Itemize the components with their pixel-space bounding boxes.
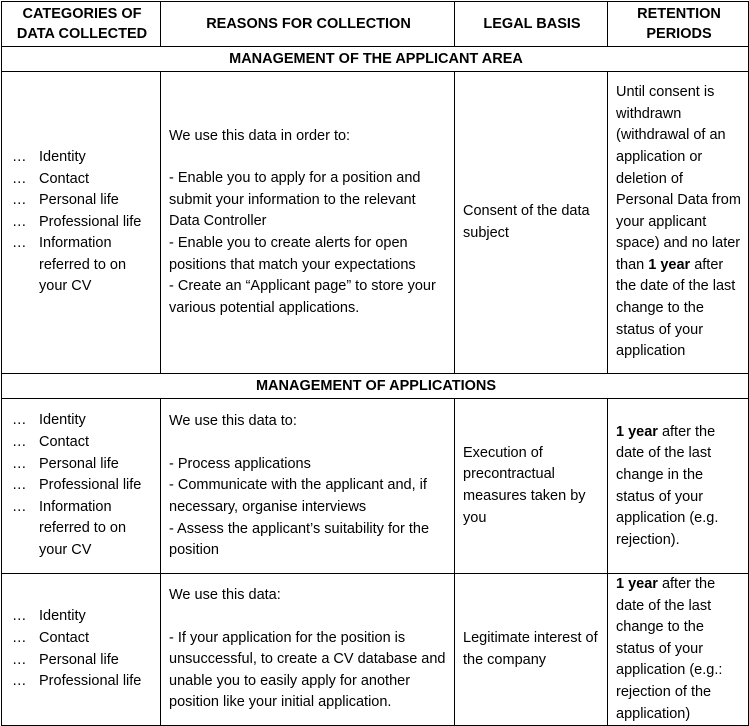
purpose-list	[169, 628, 448, 714]
purpose-item: - Assess the applicant’s suitability for the position	[169, 520, 430, 559]
retention-cell	[608, 72, 749, 374]
category-item: … Personal life	[10, 650, 158, 672]
header-legal-basis: LEGAL BASIS	[455, 2, 608, 47]
categories-cell	[2, 72, 161, 374]
category-item: … Identity	[10, 410, 158, 432]
category-item: … Professional life	[10, 212, 158, 234]
category-item: … Contact	[10, 169, 158, 191]
category-item: … Personal life	[10, 190, 158, 212]
legal-basis-cell: Execution of precontractual measures taken by you	[455, 399, 608, 574]
retention-duration: 1 year	[648, 256, 691, 273]
retention-text: after the date of the last change to the status of your application (e.g.: rejection of the application)	[616, 576, 723, 722]
category-item: … Professional life	[10, 475, 158, 497]
purpose-list	[169, 168, 448, 319]
category-item: … Contact	[10, 432, 158, 454]
category-item: … Identity	[10, 606, 158, 628]
legal-basis-cell: Legitimate interest of the company	[455, 574, 608, 726]
purpose-item: - Create an “Applicant page” to store your various potential applications.	[169, 278, 436, 316]
legal-basis-cell: Consent of the data subject	[455, 72, 608, 374]
category-item: … Contact	[10, 628, 158, 650]
category-item: … Information referred to on your CV	[10, 233, 158, 298]
retention-duration: 1 year	[616, 423, 658, 440]
purpose-item: - Enable you to create alerts for open positions that match your expectations	[169, 235, 416, 273]
header-reasons: REASONS FOR COLLECTION	[161, 2, 455, 47]
retention-text: after the date of the last change in the status of your application (e.g. rejection).	[616, 423, 719, 548]
reasons-intro: We use this data to:	[169, 413, 297, 430]
categories-cell	[2, 399, 161, 574]
retention-cell	[608, 574, 749, 726]
retention-text: Until consent is withdrawn (withdrawal of an application or deletion of Personal Data from your applicant space) and no later than	[616, 84, 741, 273]
purpose-item: - Enable you to apply for a position and submit your information to the relevant Data Controller	[169, 170, 421, 230]
retention-duration: 1 year	[616, 576, 658, 592]
retention-cell	[608, 399, 749, 574]
section-title: MANAGEMENT OF THE APPLICANT AREA	[2, 47, 749, 72]
categories-list	[10, 606, 158, 692]
purpose-list	[169, 454, 448, 562]
category-item: … Identity	[10, 147, 158, 169]
section-title-row	[2, 47, 749, 72]
categories-list	[10, 147, 158, 298]
section-title: MANAGEMENT OF APPLICATIONS	[2, 374, 749, 399]
header-categories: CATEGORIES OF DATA COLLECTED	[2, 2, 161, 47]
category-item: … Professional life	[10, 671, 158, 693]
category-item: … Personal life	[10, 454, 158, 476]
purpose-item: - If your application for the position is unsuccessful, to create a CV database and unable you to easily apply for another position like your initial application.	[169, 629, 446, 711]
section-row	[2, 72, 749, 374]
reasons-cell	[161, 574, 455, 726]
categories-cell	[2, 574, 161, 726]
reasons-cell	[161, 399, 455, 574]
section-row	[2, 399, 749, 574]
category-item: … Information referred to on your CV	[10, 497, 158, 562]
purpose-item: - Process applications	[169, 455, 311, 472]
header-retention: RETENTION PERIODS	[608, 2, 749, 47]
section-row	[2, 574, 749, 726]
reasons-intro: We use this data:	[169, 587, 281, 604]
reasons-intro: We use this data in order to:	[169, 127, 351, 144]
purpose-item: - Communicate with the applicant and, if necessary, organise interviews	[169, 477, 427, 515]
categories-list	[10, 410, 158, 561]
header-row	[2, 2, 749, 47]
retention-text: after the date of the last change to the status of your application	[616, 256, 736, 360]
section-title-row	[2, 374, 749, 399]
reasons-cell	[161, 72, 455, 374]
data-processing-table	[1, 1, 749, 726]
